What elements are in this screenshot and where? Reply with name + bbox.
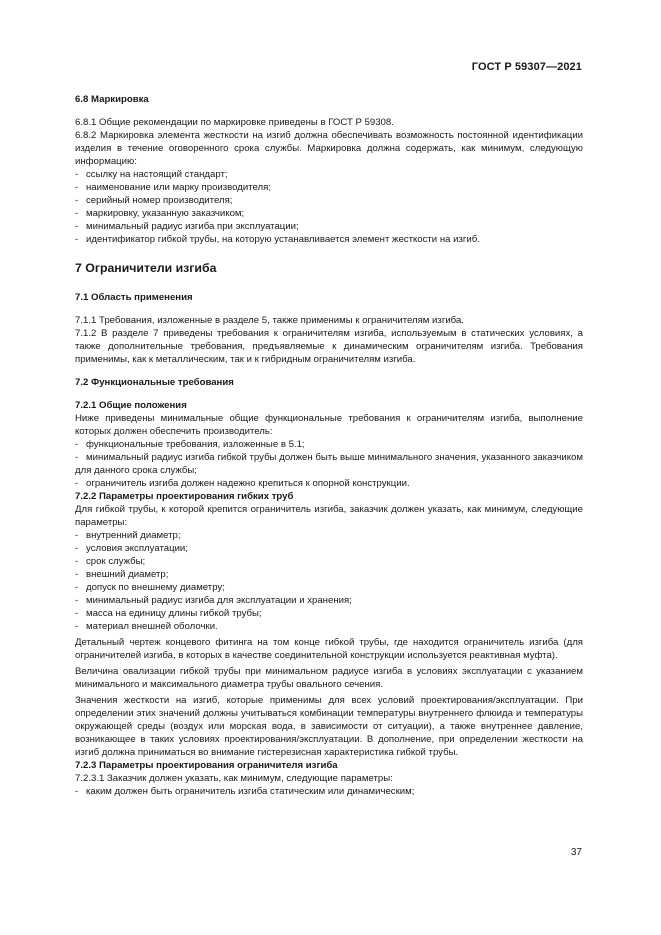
paragraph-end-fitting: Детальный чертеж концевого фитинга на том конце гибкой трубы, где находится ограничитель изгиба (для ограничителей изгиба, в которых в качестве соединительной конструкции используется реактивная муфта). [75,637,583,661]
pipe-parameters-list [75,529,583,633]
list-item: - ссылку на настоящий стандарт; [75,168,583,181]
section-7-1-heading: 7.1 Область применения [75,292,193,303]
paragraph-7-1-2: 7.1.2 В разделе 7 приведены требования к ограничителям изгиба, используемым в статических условиях, а также дополнительные требования, предъявляемые к динамическим ограничителям изгиба. Требования применимы, как к металлическим, так и к гибридным ограничителям изгиба. [75,328,583,365]
paragraph-7-2-3-1: 7.2.3.1 Заказчик должен указать, как минимум, следующие параметры: [75,773,393,784]
list-item: - условия эксплуатации; [75,542,583,555]
section-7-heading: 7 Ограничители изгиба [75,261,217,275]
paragraph-7-1-1: 7.1.1 Требования, изложенные в разделе 5, также применимы к ограничителям изгиба. [75,315,464,326]
paragraph-7-2-1: Ниже приведены минимальные общие функциональные требования к ограничителям изгиба, выполнение которых должен обеспечить производитель: [75,413,583,437]
functional-requirements-list [75,438,583,490]
list-item: - идентификатор гибкой трубы, на которую устанавливается элемент жесткости на изгиб. [75,233,583,246]
list-item: - маркировку, указанную заказчиком; [75,207,583,220]
list-item: - серийный номер производителя; [75,194,583,207]
section-7-2-3-heading: 7.2.3 Параметры проектирования ограничителя изгиба [75,760,338,771]
list-item: - минимальный радиус изгиба при эксплуатации; [75,220,583,233]
list-item: - материал внешней оболочки. [75,620,583,633]
list-item: - масса на единицу длины гибкой трубы; [75,607,583,620]
list-item: - срок службы; [75,555,583,568]
paragraph-7-2-2-intro: Для гибкой трубы, к которой крепится ограничитель изгиба, заказчик должен указать, как минимум, следующие параметры: [75,504,583,528]
paragraph-6-8-2: 6.8.2 Маркировка элемента жесткости на изгиб должна обеспечивать возможность постоянной идентификации изделия в течение оговоренного срока службы. Маркировка должна содержать, как минимум, следующую информацию: [75,130,583,167]
section-7-2-1-heading: 7.2.1 Общие положения [75,400,187,411]
list-item: - ограничитель изгиба должен надежно крепиться к опорной конструкции. [75,477,583,490]
list-item: - наименование или марку производителя; [75,181,583,194]
document-id-header: ГОСТ Р 59307—2021 [471,61,582,73]
list-item: - функциональные требования, изложенные в 5.1; [75,438,583,451]
paragraph-6-8-1: 6.8.1 Общие рекомендации по маркировке приведены в ГОСТ Р 59308. [75,117,394,128]
page-content [75,93,583,798]
list-item: - минимальный радиус изгиба гибкой трубы должен быть выше минимального значения, указанного заказчиком для данного срока службы; [75,451,583,477]
section-7-2-heading: 7.2 Функциональные требования [75,377,234,388]
section-7-2-2-heading: 7.2.2 Параметры проектирования гибких труб [75,491,294,502]
list-item: - внутренний диаметр; [75,529,583,542]
section-6-8-heading: 6.8 Маркировка [75,94,149,105]
page-number: 37 [570,847,582,858]
paragraph-bending-stiffness: Значения жесткости на изгиб, которые применимы для всех условий проектирования/эксплуатации. При определении этих значений должны учитываться комбинации температуры внутреннего флюида и температуры окружающей среды (воздух или морская вода, в зависимости от ситуации), а также внутреннее давление, возникающее в таких условиях проектирования/эксплуатации. В дополнение, при определении жесткости на изгиб должна приниматься во внимание гистерезисная характеристика гибкой трубы. [75,695,583,758]
marking-list [75,168,583,246]
list-item: - каким должен быть ограничитель изгиба статическим или динамическим; [75,785,583,798]
list-item: - допуск по внешнему диаметру; [75,581,583,594]
limiter-parameters-list [75,785,583,798]
list-item: - внешний диаметр; [75,568,583,581]
paragraph-ovalization: Величина овализации гибкой трубы при минимальном радиусе изгиба в условиях эксплуатации с указанием минимального и максимального диаметра трубы овального сечения. [75,666,583,690]
list-item: - минимальный радиус изгиба для эксплуатации и хранения; [75,594,583,607]
